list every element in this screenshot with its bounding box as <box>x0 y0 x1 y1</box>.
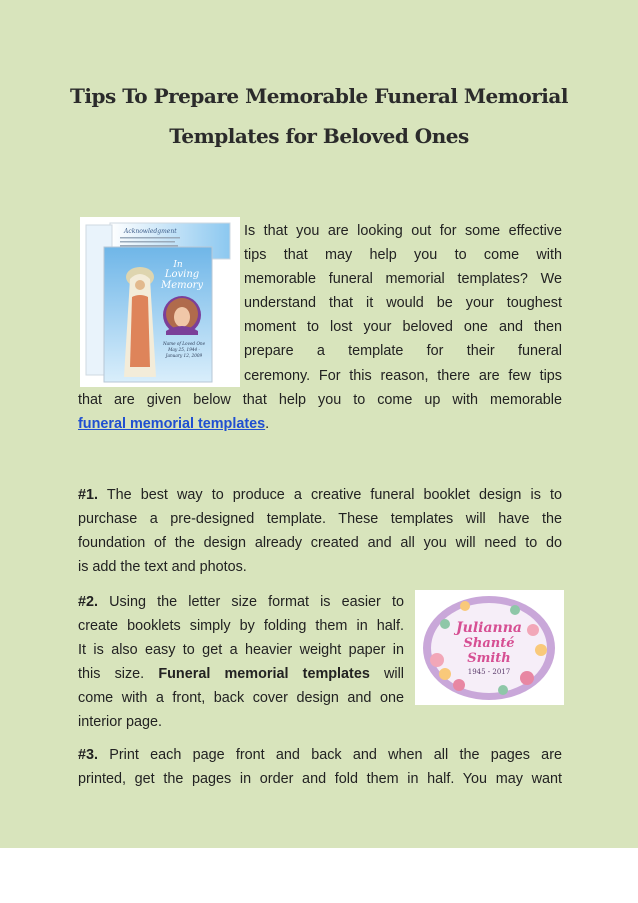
tip2-line4-pre: this size. <box>78 666 159 682</box>
booklet-date-1: May 25, 1944 - <box>168 347 200 352</box>
tip1-line: foundation of the design already created and all you will need to do <box>78 535 562 551</box>
tip2-line4-post: will <box>369 666 405 682</box>
intro-line: prepare a template for their funeral <box>244 343 562 359</box>
tip2-line <box>78 590 404 614</box>
tip3-line: printed, get the pages in order and fold them in half. You may want <box>78 771 562 787</box>
document-title-line-2: Templates for Beloved Ones <box>169 124 469 148</box>
tip3-line <box>78 743 562 767</box>
tip2-line <box>78 662 404 686</box>
document-title-line-1: Tips To Prepare Memorable Funeral Memorial <box>70 84 568 108</box>
intro-link-line <box>78 412 562 436</box>
tip2-text: Using the letter size format is easier to <box>98 594 404 610</box>
tip1-line: is add the text and photos. <box>78 559 247 575</box>
booklet-script-3: Memory <box>160 280 204 291</box>
intro-line: memorable funeral memorial templates? We <box>244 271 562 287</box>
intro-line: Is that you are looking out for some effective <box>244 223 562 239</box>
plate-name-1: Julianna <box>456 620 522 636</box>
intro-line: that are given below that help you to come up with memorable <box>78 392 562 408</box>
tip2-line: come with a front, back cover design and one <box>78 690 404 706</box>
memorial-plate-image <box>415 590 564 705</box>
intro-line: tips that may help you to come with <box>244 247 562 263</box>
tip1-line <box>78 483 562 507</box>
tip2-line: It is also easy to get a heavier weight paper in <box>78 642 404 658</box>
booklet-date-2: January 12, 2009 <box>165 353 203 358</box>
tip2-line: create booklets simply by folding them in half. <box>78 618 404 634</box>
plate-name-3: Smith <box>467 651 511 666</box>
tip3-label: #3. <box>78 747 99 763</box>
booklet-name-line: Name of Loved One <box>162 341 206 346</box>
funeral-memorial-templates-link[interactable]: funeral memorial templates <box>78 416 266 432</box>
tip3-text: Print each page front and back and when all the pages are <box>98 747 562 763</box>
booklet-script-2: Loving <box>164 269 200 280</box>
plate-name-2: Shanté <box>463 636 515 651</box>
tip1-text: The best way to produce a creative funeral booklet design is to <box>98 487 562 503</box>
booklet-heading: Acknowledgment <box>124 228 177 235</box>
intro-line: ceremony. For this reason, there are few tips <box>244 368 562 384</box>
intro-line: moment to lost your beloved one and then <box>244 319 562 335</box>
tip1-label: #1. <box>78 487 99 503</box>
tip1-line: purchase a pre-designed template. These templates will have the <box>78 511 562 527</box>
tip2-line: interior page. <box>78 714 162 730</box>
booklet-script-1: In <box>173 260 183 270</box>
intro-line: understand that it would be your toughest <box>244 295 562 311</box>
tip2-bold-keyword: Funeral memorial templates <box>158 666 370 682</box>
tip2-label: #2. <box>78 594 99 610</box>
plate-years: 1945 - 2017 <box>467 668 511 676</box>
intro-period: . <box>265 416 270 432</box>
memorial-booklet-image <box>80 217 240 387</box>
